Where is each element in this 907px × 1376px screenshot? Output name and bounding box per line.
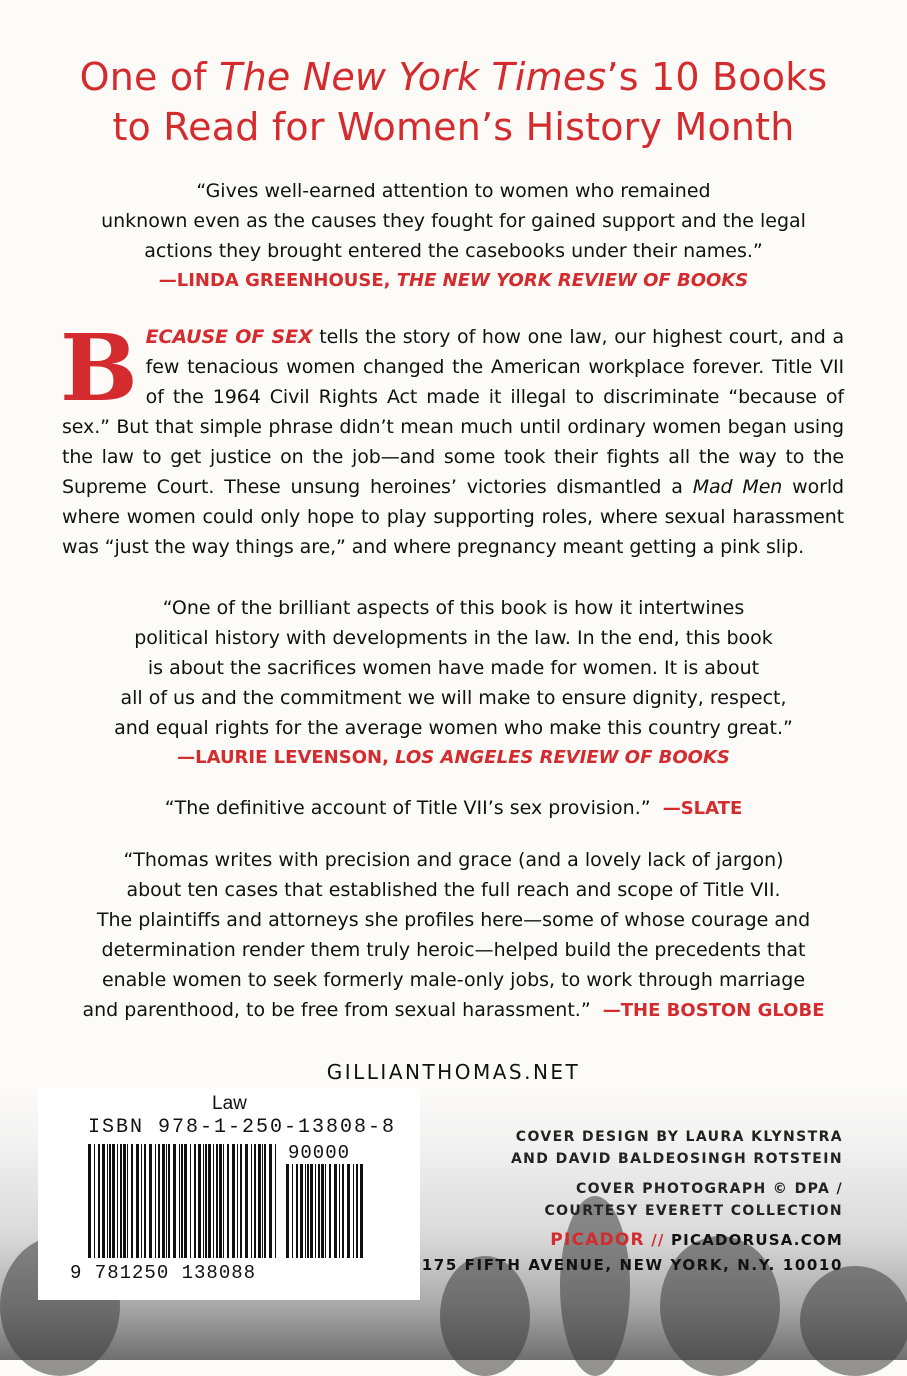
barcode-bar: [258, 1144, 261, 1258]
publisher-name: PICADOR: [550, 1230, 645, 1250]
headline-suffix: ’s 10 Books: [606, 55, 828, 99]
quote-line: determination render them truly heroic—helped build the precedents that: [101, 939, 806, 961]
barcode-bar: [269, 1144, 272, 1258]
barcode-bar: [347, 1164, 350, 1258]
quote-attribution: —SLATE: [662, 798, 743, 819]
barcode-bar: [112, 1144, 115, 1258]
barcode-bar: [275, 1144, 276, 1258]
book-title: ECAUSE OF SEX: [145, 326, 313, 348]
barcode-bar: [205, 1144, 207, 1258]
publisher-address: 175 FIFTH AVENUE, NEW YORK, N.Y. 10010: [421, 1256, 843, 1274]
barcode-bar: [310, 1164, 313, 1258]
barcode-bar: [194, 1144, 196, 1258]
barcode-bar: [168, 1144, 170, 1258]
headline-line-1: [0, 52, 907, 102]
barcode-bar: [296, 1164, 298, 1258]
barcode-bar: [158, 1144, 160, 1258]
barcode-bar: [162, 1144, 165, 1258]
barcode-bar: [339, 1164, 340, 1258]
barcode-bar: [88, 1144, 91, 1258]
quote-greenhouse: [0, 176, 907, 296]
quote-line: about ten cases that established the full reach and scope of Title VII.: [126, 879, 781, 901]
mad-men-title: Mad Men: [692, 476, 783, 498]
barcode-bar: [120, 1144, 122, 1258]
quote-last-line: and parenthood, to be free from sexual harassment.” —THE BOSTON GLOBE: [82, 999, 825, 1021]
description-text: tells the story of how one law, our highest court, and a few tenacious women changed the American workplace forever. Title VII of the 1964 Civil Rights Act made it illegal to discriminate “because of sex.” But that simple phrase didn’t mean much until ordinary women began using the law to get justice on the job—and some took their fights all the way to the Supreme Court. These unsung heroines’ victories dismantled a: [62, 326, 844, 498]
barcode-bar: [149, 1144, 152, 1258]
headline-prefix: One of: [79, 55, 220, 99]
barcode-bar: [131, 1144, 133, 1258]
author-website: GILLIANTHOMAS.NET: [326, 1060, 581, 1084]
barcode-bar: [305, 1164, 306, 1258]
barcode-bar: [245, 1144, 248, 1258]
quote-line: enable women to seek formerly male-only jobs, to work through marriage: [101, 969, 806, 991]
quote-slate: [0, 793, 907, 824]
barcode-bar: [179, 1144, 180, 1258]
barcode-bar: [329, 1164, 331, 1258]
barcode-bar: [334, 1164, 337, 1258]
quote-line: political history with developments in the law. In the end, this book: [134, 627, 773, 649]
barcode-bar: [181, 1144, 183, 1258]
barcode-bar: [315, 1164, 316, 1258]
barcode-bar: [219, 1144, 222, 1258]
quote-line: and equal rights for the average women who make this country great.”: [114, 717, 793, 739]
barcode-bar: [300, 1164, 303, 1258]
quote-attribution: —THE BOSTON GLOBE: [602, 1000, 825, 1021]
barcode-bar: [136, 1144, 139, 1258]
barcode-bar: [227, 1144, 229, 1258]
description-text-end: world where women could only hope to play supporting roles, where sexual harassment was “just the way things are,” and where pregnancy meant getting a pink slip.: [62, 476, 844, 558]
quote-boston-globe: [0, 845, 907, 1026]
barcode-bar: [107, 1144, 108, 1258]
quote-line: unknown even as the causes they fought for gained support and the legal: [101, 210, 806, 232]
barcode-bar: [216, 1144, 218, 1258]
headline: [0, 52, 907, 152]
quote-levenson: [0, 593, 907, 773]
barcode-bar: [144, 1144, 146, 1258]
quote-attribution: —LINDA GREENHOUSE, THE NEW YORK REVIEW OF BOOKS: [158, 270, 749, 291]
barcode-bar: [184, 1144, 187, 1258]
drop-cap: B: [60, 314, 138, 422]
quote-line: “The definitive account of Title VII’s sex provision.”: [164, 797, 651, 819]
barcode-bar: [213, 1144, 214, 1258]
barcode-bar: [262, 1144, 263, 1258]
barcode-bar: [141, 1144, 142, 1258]
price-barcode: [286, 1164, 366, 1258]
barcode-bar: [198, 1144, 201, 1258]
barcode-bar: [353, 1164, 354, 1258]
barcode-bar: [264, 1144, 266, 1258]
quote-line: “One of the brilliant aspects of this book is how it intertwines: [162, 597, 745, 619]
barcode-bar: [173, 1144, 176, 1258]
barcode-bar: [208, 1144, 211, 1258]
barcode-bar: [117, 1144, 118, 1258]
quote-line: is about the sacrifices women have made for women. It is about: [147, 657, 760, 679]
barcode-bar: [166, 1144, 167, 1258]
barcode-bar: [190, 1144, 191, 1258]
crowd-figure: [440, 1256, 530, 1376]
barcode-bar: [307, 1164, 309, 1258]
isbn-barcode: [88, 1144, 278, 1258]
barcode-bar: [360, 1164, 363, 1258]
barcode-bar: [123, 1144, 126, 1258]
barcode-bar: [254, 1144, 256, 1258]
barcode-bar: [325, 1164, 326, 1258]
credit-line: COVER DESIGN BY LAURA KLYNSTRA: [515, 1129, 843, 1145]
barcode-bar: [94, 1144, 95, 1258]
quote-line: “Thomas writes with precision and grace (and a lovely lack of jargon): [123, 849, 784, 871]
barcode-bar: [102, 1144, 105, 1258]
barcode-bar: [109, 1144, 111, 1258]
barcode-bar: [240, 1144, 242, 1258]
credit-line: COVER PHOTOGRAPH © DPA /: [575, 1181, 843, 1197]
barcode-bar: [237, 1144, 238, 1258]
barcode-bar: [292, 1164, 293, 1258]
isbn-text: ISBN 978-1-250-13808-8: [88, 1116, 397, 1139]
barcode-bar: [251, 1144, 252, 1258]
headline-line-2: to Read for Women’s History Month: [112, 105, 795, 149]
headline-nyt-title: The New York Times: [219, 55, 607, 99]
book-description: [60, 314, 844, 562]
publisher-line: PICADOR // PICADORUSA.COM: [550, 1230, 843, 1250]
credit-line: AND DAVID BALDEOSINGH ROTSTEIN: [510, 1151, 843, 1167]
quote-line: all of us and the commitment we will make to ensure dignity, respect,: [120, 687, 787, 709]
barcode-bar: [127, 1144, 128, 1258]
barcode-bar: [321, 1164, 324, 1258]
barcode-bar: [356, 1164, 358, 1258]
cover-credits: [511, 1126, 843, 1222]
quote-line: The plaintiffs and attorneys she profiles here—some of whose courage and: [96, 909, 811, 931]
barcode-bar: [155, 1144, 156, 1258]
barcode-bar: [318, 1164, 320, 1258]
barcode-digits: 9 781250 138088: [70, 1262, 257, 1284]
barcode-bar: [342, 1164, 344, 1258]
credit-line: COURTESY EVERETT COLLECTION: [544, 1203, 843, 1219]
barcode-bar: [286, 1164, 289, 1258]
category-label: Law: [212, 1093, 247, 1114]
barcode-bar: [232, 1144, 235, 1258]
barcode-bar: [98, 1144, 100, 1258]
publisher-website: PICADORUSA.COM: [670, 1231, 843, 1249]
barcode-bar: [223, 1144, 224, 1258]
quote-line: actions they brought entered the casebooks under their names.”: [144, 240, 763, 262]
quote-line: “Gives well-earned attention to women who remained: [196, 180, 711, 202]
quote-attribution: —LAURIE LEVENSON, LOS ANGELES REVIEW OF BOOKS: [177, 747, 730, 768]
barcode-bar: [203, 1144, 204, 1258]
price-code: 90000: [288, 1142, 351, 1164]
crowd-figure: [560, 1196, 630, 1376]
